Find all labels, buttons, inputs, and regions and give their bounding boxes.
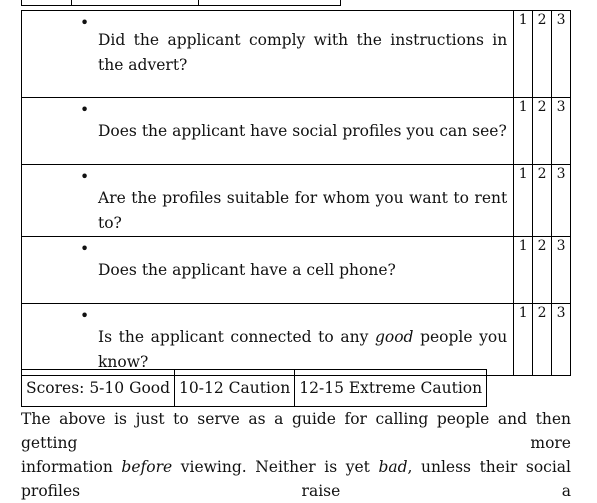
bullet-icon: • <box>80 307 90 325</box>
score-cell-3: 3 <box>552 98 571 165</box>
paragraph-emphasis: bad <box>378 458 408 476</box>
score-cell-1: 1 <box>514 11 533 98</box>
score-cell-3: 3 <box>552 237 571 304</box>
bullet-icon: • <box>80 14 90 32</box>
score-cell-2: 2 <box>533 98 552 165</box>
table-row <box>22 98 571 165</box>
score-cell-1: 1 <box>514 165 533 237</box>
question-text: Are the profiles suitable for whom you want to rent to? <box>98 189 508 232</box>
score-cell-2: 2 <box>533 11 552 98</box>
paragraph-line-1: The above is just to serve as a guide for calling people and then getting more <box>21 410 571 452</box>
paragraph-line-2 <box>21 455 571 503</box>
paragraph-text: information <box>21 458 122 476</box>
question-text-start: Is the applicant connected to any <box>98 328 375 346</box>
question-cell <box>22 98 514 165</box>
score-cell-3: 3 <box>552 165 571 237</box>
question-cell <box>22 11 514 98</box>
paragraph-text: , unless their social profiles raise a <box>21 458 571 500</box>
question-cell <box>22 237 514 304</box>
score-cell-1: 1 <box>514 98 533 165</box>
previous-table-cell <box>22 0 72 5</box>
question-cell <box>22 165 514 237</box>
scores-legend <box>21 369 487 407</box>
score-range-caution: 10-12 Caution <box>175 370 295 406</box>
question-text: Does the applicant have social profiles you can see? <box>98 122 507 140</box>
score-range-good: Scores: 5-10 Good <box>22 370 175 406</box>
applicant-checklist-table <box>21 10 571 376</box>
table-row <box>22 165 571 237</box>
table-row <box>22 237 571 304</box>
score-cell-3: 3 <box>552 11 571 98</box>
score-cell-2: 2 <box>533 237 552 304</box>
bullet-icon: • <box>80 240 90 258</box>
paragraph-text: viewing. Neither is yet <box>172 458 379 476</box>
score-cell-2: 2 <box>533 304 552 376</box>
score-cell-2: 2 <box>533 165 552 237</box>
table-row <box>22 11 571 98</box>
question-text-end: people you know? <box>98 328 508 371</box>
question-cell <box>22 304 514 376</box>
score-range-extreme-caution: 12-15 Extreme Caution <box>299 379 483 397</box>
bullet-icon: • <box>80 168 90 186</box>
body-paragraph <box>21 407 571 503</box>
question-text-emphasis: good <box>374 328 414 346</box>
bullet-icon: • <box>80 101 90 119</box>
table-row <box>22 304 571 376</box>
score-cell-1: 1 <box>514 237 533 304</box>
question-text: Does the applicant have a cell phone? <box>98 261 396 279</box>
score-cell-1: 1 <box>514 304 533 376</box>
paragraph-emphasis: before <box>121 458 173 476</box>
score-cell-3: 3 <box>552 304 571 376</box>
previous-table-cell <box>199 0 340 5</box>
question-text: Did the applicant comply with the instructions in the advert? <box>98 31 508 74</box>
previous-table-cell <box>72 0 199 5</box>
previous-table-fragment <box>21 0 341 6</box>
